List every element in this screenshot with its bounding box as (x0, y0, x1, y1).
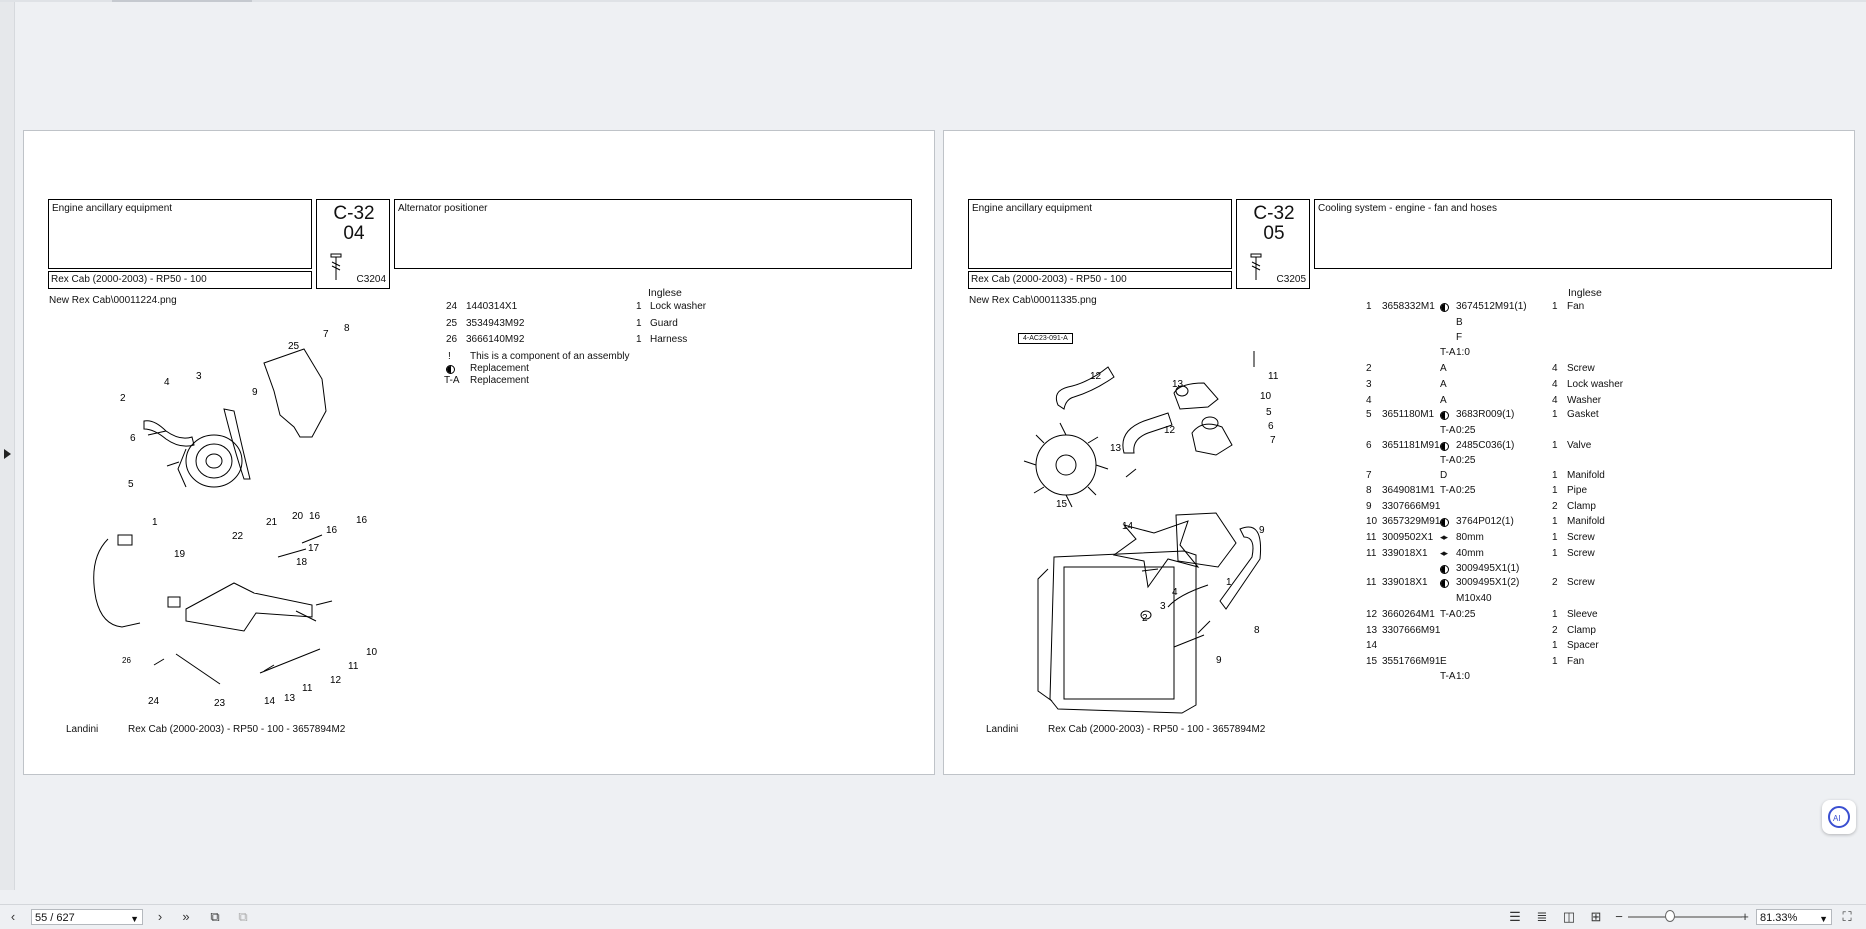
cell-desc: Gasket (1567, 409, 1599, 420)
cell-desc: Manifold (1567, 516, 1605, 527)
half-circle-icon (1440, 518, 1449, 527)
zoom-slider-thumb[interactable] (1665, 910, 1675, 922)
svg-text:23: 23 (214, 698, 226, 709)
cell-part: 339018X1 (1382, 548, 1428, 559)
svg-text:16: 16 (356, 515, 368, 526)
cell-alt: 3764P012(1) (1456, 516, 1514, 527)
cell-ref: 4 (1366, 395, 1372, 406)
cell-sym: T-A (1440, 609, 1456, 620)
cell-desc: Manifold (1567, 470, 1605, 481)
svg-text:18: 18 (296, 557, 308, 568)
svg-text:2: 2 (120, 393, 126, 404)
section-description: Cooling system - engine - fan and hoses (1314, 199, 1832, 269)
cell-part: 339018X1 (1382, 577, 1428, 588)
cell-alt: 0:25 (1456, 425, 1476, 436)
section-description: Alternator positioner (394, 199, 912, 269)
cell-sym: A (1440, 363, 1447, 374)
svg-text:12: 12 (1164, 425, 1176, 436)
svg-text:3: 3 (196, 371, 202, 382)
cell-qty: 1 (1552, 656, 1558, 667)
svg-text:16: 16 (326, 525, 338, 536)
language-header: Inglese (1568, 287, 1602, 299)
cell-alt: 3683R009(1) (1456, 409, 1515, 420)
cell-alt: 0:25 (1456, 455, 1476, 466)
cell-sym: T-A (1440, 485, 1456, 496)
section-title: Engine ancillary equipment (968, 199, 1232, 269)
cell-sym: A (1440, 395, 1447, 406)
cell-alt: 1:0 (1456, 347, 1470, 358)
zoom-slider[interactable] (1628, 916, 1742, 918)
last-page-icon[interactable]: » (182, 909, 190, 924)
cell-part: 3651181M91 (1382, 440, 1440, 451)
cell-ref: 5 (1366, 409, 1372, 420)
cell-sym: D (1440, 470, 1448, 481)
cell-sym: T-A (1440, 425, 1456, 436)
sidebar-toggle[interactable] (0, 2, 15, 890)
cell-desc: Screw (1567, 363, 1595, 374)
cell-alt: 2485C036(1) (1456, 440, 1515, 451)
cell-ref: 11 (1366, 548, 1377, 559)
page-number-select[interactable]: 55 / 627 ▼ (31, 909, 143, 925)
section-title: Engine ancillary equipment (48, 199, 312, 269)
section-code: C-32 05 (1253, 203, 1295, 244)
svg-text:25: 25 (288, 341, 300, 352)
model-label: Rex Cab (2000-2003) - RP50 - 100 (968, 271, 1232, 289)
svg-text:12: 12 (330, 675, 342, 686)
cell-alt: 40mm (1456, 548, 1484, 559)
svg-text:6: 6 (1268, 421, 1274, 432)
zoom-in-icon[interactable]: + (1741, 909, 1749, 924)
cell-qty: 1 (1552, 548, 1558, 559)
svg-text:9: 9 (252, 387, 258, 398)
svg-text:7: 7 (323, 329, 329, 340)
section-code-small: C3205 (1276, 274, 1306, 285)
cell-alt: F (1456, 332, 1463, 343)
svg-text:5: 5 (128, 479, 134, 490)
cell-desc: Clamp (1567, 625, 1596, 636)
image-filename: New Rex Cab\00011224.png (49, 295, 177, 306)
expand-arrow-icon[interactable] (4, 449, 11, 459)
half-circle-icon (1440, 411, 1449, 420)
svg-text:12: 12 (1090, 371, 1102, 382)
half-circle-icon (1440, 565, 1449, 574)
cell-qty: 2 (1552, 577, 1558, 588)
footer-brand: Landini (66, 724, 99, 735)
copy-icon[interactable]: ⧉ (238, 909, 248, 924)
chevron-down-icon[interactable]: ▼ (1819, 914, 1828, 924)
cell-ref: 3 (1366, 379, 1372, 390)
cell-qty: 1 (1552, 301, 1558, 312)
svg-text:3: 3 (1160, 601, 1166, 612)
cell-part: 3649081M1 (1382, 485, 1435, 496)
model-label: Rex Cab (2000-2003) - RP50 - 100 (48, 271, 312, 289)
assistant-icon[interactable] (1822, 800, 1856, 834)
cell-qty: 1 (1552, 640, 1558, 651)
cell-desc: Sleeve (1567, 609, 1598, 620)
cell-qty: 1 (1552, 516, 1558, 527)
cell-qty: 1 (1552, 440, 1558, 451)
svg-text:13: 13 (1172, 379, 1184, 390)
single-page-icon[interactable]: ☰ (1509, 909, 1521, 924)
cell-ref: 11 (1366, 577, 1377, 588)
half-circle-icon (1440, 303, 1449, 312)
cell-alt: 80mm (1456, 532, 1484, 543)
cell-sym: T-A (1440, 455, 1456, 466)
svg-text:4: 4 (164, 377, 170, 388)
assistant-button[interactable] (1822, 800, 1856, 834)
svg-text:14: 14 (264, 696, 276, 707)
svg-text:19: 19 (174, 549, 186, 560)
cell-ref: 7 (1366, 470, 1372, 481)
cell-desc: Lock washer (1567, 379, 1624, 390)
cell-part: 3307666M91 (1382, 625, 1441, 636)
cell-part: 3660264M1 (1382, 609, 1435, 620)
svg-text:17: 17 (308, 543, 320, 554)
cell-alt: 3674512M91(1) (1456, 301, 1527, 312)
cell-qty: 4 (1552, 395, 1558, 406)
cell-sym: A (1440, 379, 1447, 390)
alternator-diagram (64, 319, 394, 709)
cooling-system-diagram (1014, 345, 1304, 715)
cell-qty: 1 (1552, 609, 1558, 620)
cell-part: 3651180M1 (1382, 409, 1435, 420)
top-tab-indicator (112, 0, 252, 2)
zoom-out-icon[interactable]: − (1615, 909, 1623, 924)
cell-qty: 4 (1552, 379, 1558, 390)
cell-qty: 4 (1552, 363, 1558, 374)
cell-ref: 8 (1366, 485, 1372, 496)
cell-part: 3307666M91 (1382, 501, 1441, 512)
svg-text:13: 13 (284, 693, 296, 704)
grid-icon[interactable]: ⊞ (1590, 909, 1602, 924)
svg-text:8: 8 (344, 323, 350, 334)
cell-part: 3551766M91 (1382, 656, 1441, 667)
section-code-box (316, 199, 390, 289)
cell-desc: Screw (1567, 548, 1595, 559)
svg-text:24: 24 (148, 696, 160, 707)
cell-sym: T-A (1440, 671, 1456, 682)
svg-text:9: 9 (1259, 525, 1265, 536)
zoom-select[interactable]: 81.33% ▼ (1756, 909, 1832, 925)
cell-desc: Fan (1567, 301, 1585, 312)
cell-ref: 13 (1366, 625, 1378, 636)
cell-ref: 1 (1366, 301, 1372, 312)
two-page-icon[interactable]: ◫ (1562, 909, 1576, 924)
section-code-box (1236, 199, 1310, 289)
cell-part: 3658332M1 (1382, 301, 1435, 312)
cell-alt: 1:0 (1456, 671, 1470, 682)
drawing-tag: 4-AC23-091-A (1018, 333, 1073, 344)
cell-ref: 14 (1366, 640, 1378, 651)
cell-part: 3657329M91 (1382, 516, 1441, 527)
section-code: C-32 04 (333, 203, 375, 244)
cell-desc: Fan (1567, 656, 1585, 667)
cell-ref: 12 (1366, 609, 1378, 620)
cell-ref: 6 (1366, 440, 1372, 451)
tool-icon (328, 252, 344, 282)
cell-sym: T-A (1440, 347, 1456, 358)
cell-alt: 3009495X1(1) (1456, 563, 1520, 574)
cell-desc: Washer (1567, 395, 1602, 406)
cell-ref: 11 (1366, 532, 1377, 543)
document-page-right (943, 130, 1855, 775)
svg-text:21: 21 (266, 517, 278, 528)
svg-text:4: 4 (1172, 587, 1178, 598)
cell-alt: 0:25 (1456, 609, 1476, 620)
svg-text:22: 22 (232, 531, 244, 542)
svg-text:11: 11 (302, 683, 313, 694)
half-circle-icon (1440, 442, 1449, 451)
svg-text:13: 13 (1110, 443, 1122, 454)
cell-ref: 15 (1366, 656, 1378, 667)
bottom-toolbar (0, 904, 1866, 929)
cell-desc: Clamp (1567, 501, 1596, 512)
svg-text:1: 1 (152, 517, 158, 528)
cell-ref: 9 (1366, 501, 1372, 512)
footer-brand: Landini (986, 724, 1019, 735)
language-header: Inglese (648, 287, 682, 299)
tool-icon (1248, 252, 1264, 282)
section-code-small: C3204 (356, 274, 386, 285)
cell-alt: M10x40 (1456, 593, 1492, 604)
svg-text:5: 5 (1266, 407, 1272, 418)
footer-model: Rex Cab (2000-2003) - RP50 - 100 - 3657894M2 (1048, 724, 1266, 735)
cell-sym: E (1440, 656, 1447, 667)
rotate-icon[interactable]: ⧉ (210, 909, 220, 924)
half-circle-icon (1440, 579, 1449, 588)
next-page-icon[interactable]: › (157, 909, 163, 924)
prev-page-icon[interactable]: ‹ (10, 909, 16, 924)
fullscreen-icon[interactable]: ⛶ (1842, 909, 1852, 924)
svg-text:9: 9 (1216, 655, 1222, 666)
cell-desc: Pipe (1567, 485, 1588, 496)
svg-text:10: 10 (366, 647, 378, 658)
svg-text:2: 2 (1142, 613, 1148, 624)
document-page-left: Engine ancillary equipment Rex Cab (2000-2003) - RP50 - 100 C-32 04 C3204 Alternator positioner New Rex Cab\00011224.png 25 7 8 3 4 2 9 6 5 1 20 21 22 16 16 16 17 18 19 26 10 11 12 11 13 14 24 23 Inglese 24 1440314X1 1 Lock washer 25 3534943M92 1 Guard 26 3666140M92 1 Harness ! This is a component of an assembly Replacement T-A Replacement Landini Rex Cab (2000-2003) - RP50 - 100 - 3657894M2 (23, 130, 935, 775)
cell-desc: Valve (1567, 440, 1592, 451)
image-filename: New Rex Cab\00011335.png (969, 295, 1097, 306)
cell-qty: 2 (1552, 625, 1558, 636)
cell-ref: 10 (1366, 516, 1378, 527)
cell-ref: 2 (1366, 363, 1372, 374)
cell-part: 3009502X1 (1382, 532, 1434, 543)
cell-desc: Screw (1567, 532, 1595, 543)
svg-text:7: 7 (1270, 435, 1276, 446)
svg-text:26: 26 (122, 656, 131, 665)
top-strip (0, 0, 1866, 2)
arrows-icon: ◂▸ (1440, 532, 1448, 542)
cell-alt: B (1456, 317, 1463, 328)
svg-text:15: 15 (1056, 499, 1068, 510)
continuous-icon[interactable]: ≣ (1536, 909, 1548, 924)
cell-qty: 1 (1552, 409, 1558, 420)
cell-desc: Screw (1567, 577, 1595, 588)
footer-model: Rex Cab (2000-2003) - RP50 - 100 - 3657894M2 (128, 724, 346, 735)
svg-text:1: 1 (1226, 577, 1232, 588)
svg-text:14: 14 (1122, 521, 1134, 532)
cell-alt: 3009495X1(2) (1456, 577, 1520, 588)
svg-text:AI: AI (1833, 814, 1841, 823)
svg-text:8: 8 (1254, 625, 1260, 636)
svg-text:11: 11 (1268, 371, 1279, 382)
cell-qty: 1 (1552, 470, 1558, 481)
chevron-down-icon[interactable]: ▼ (130, 914, 139, 924)
svg-text:20: 20 (292, 511, 304, 522)
half-circle-icon (446, 365, 455, 374)
svg-text:11: 11 (348, 661, 359, 672)
cell-qty: 2 (1552, 501, 1558, 512)
svg-text:10: 10 (1260, 391, 1272, 402)
cell-alt: 0:25 (1456, 485, 1476, 496)
cell-qty: 1 (1552, 485, 1558, 496)
arrows-icon: ◂▸ (1440, 548, 1448, 558)
svg-text:6: 6 (130, 433, 136, 444)
cell-qty: 1 (1552, 532, 1558, 543)
cell-desc: Spacer (1567, 640, 1599, 651)
svg-text:16: 16 (309, 511, 321, 522)
